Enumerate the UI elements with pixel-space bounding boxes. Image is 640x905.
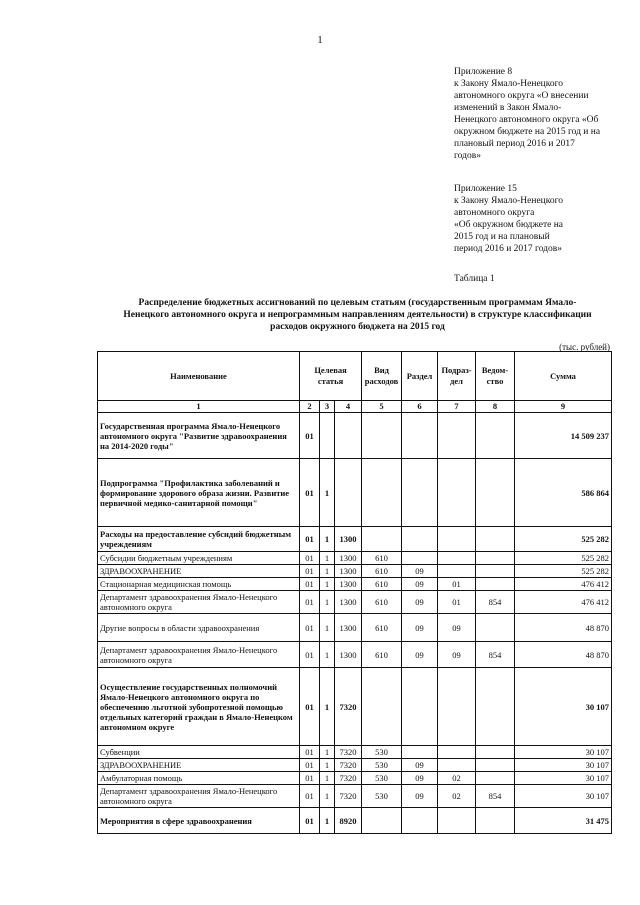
appendix-line: автономного округа «О внесении — [454, 91, 589, 101]
cell-target-program: 01 — [300, 591, 320, 614]
cell-expense-type: 610 — [362, 578, 402, 591]
appendix-15-note — [454, 183, 624, 255]
cell-target-subprogram: 1 — [320, 668, 335, 746]
cell-subsection — [438, 668, 476, 746]
cell-expense-type: 530 — [362, 785, 402, 808]
header-department: Ведом-ство — [476, 352, 515, 401]
cell-expense-type: 610 — [362, 565, 402, 578]
appendix-line: плановый период 2016 и 2017 — [454, 139, 575, 149]
cell-name: Субсидии бюджетным учреждениям — [98, 552, 300, 565]
appendix-line: Приложение 8 — [454, 67, 513, 77]
cell-expense-type — [362, 668, 402, 746]
table-row — [98, 759, 612, 772]
appendix-line: Ненецкого автономного округа «Об — [454, 115, 599, 125]
cell-target-code: 1300 — [335, 578, 362, 591]
table-body — [98, 413, 612, 834]
cell-target-program: 01 — [300, 565, 320, 578]
cell-amount: 31 475 — [515, 808, 612, 834]
cell-amount: 30 107 — [515, 759, 612, 772]
cell-target-subprogram: 1 — [320, 808, 335, 834]
cell-subsection — [438, 459, 476, 527]
cell-amount: 48 870 — [515, 642, 612, 668]
cell-name: ЗДРАВООХРАНЕНИЕ — [98, 565, 300, 578]
cell-amount: 525 282 — [515, 527, 612, 552]
cell-target-subprogram: 1 — [320, 746, 335, 759]
cell-target-program: 01 — [300, 527, 320, 552]
cell-section: 09 — [402, 578, 438, 591]
cell-target-subprogram: 1 — [320, 565, 335, 578]
header-subsection: Подраз-дел — [438, 352, 476, 401]
cell-amount: 586 864 — [515, 459, 612, 527]
cell-section: 09 — [402, 772, 438, 785]
cell-target-subprogram — [320, 413, 335, 459]
cell-target-subprogram: 1 — [320, 578, 335, 591]
cell-target-code: 1300 — [335, 552, 362, 565]
cell-subsection: 01 — [438, 578, 476, 591]
cell-amount: 48 870 — [515, 614, 612, 642]
cell-department — [476, 668, 515, 746]
header-row — [98, 352, 612, 401]
cell-section — [402, 552, 438, 565]
table-row — [98, 591, 612, 614]
cell-target-code: 1300 — [335, 614, 362, 642]
header-target: Целевая статья — [300, 352, 362, 401]
table-row — [98, 459, 612, 527]
appendix-line: изменений в Закон Ямало- — [454, 103, 562, 113]
cell-amount: 30 107 — [515, 785, 612, 808]
page-number: 1 — [317, 34, 323, 46]
column-number: 1 — [98, 401, 300, 413]
cell-amount: 30 107 — [515, 668, 612, 746]
header-type: Вид расходов — [362, 352, 402, 401]
cell-department — [476, 578, 515, 591]
cell-expense-type — [362, 459, 402, 527]
column-number: 5 — [362, 401, 402, 413]
cell-expense-type — [362, 527, 402, 552]
cell-name: ЗДРАВООХРАНЕНИЕ — [98, 759, 300, 772]
cell-section — [402, 746, 438, 759]
cell-name: Департамент здравоохранения Ямало-Ненецкого автономного округа — [98, 591, 300, 614]
cell-target-program: 01 — [300, 746, 320, 759]
cell-target-subprogram: 1 — [320, 772, 335, 785]
appendix-8-note — [454, 66, 624, 162]
cell-target-subprogram: 1 — [320, 759, 335, 772]
cell-name: Амбулаторная помощь — [98, 772, 300, 785]
cell-department — [476, 565, 515, 578]
header-amount: Сумма — [515, 352, 612, 401]
table-row — [98, 527, 612, 552]
appendix-line: автономного округа — [454, 208, 535, 218]
cell-amount: 525 282 — [515, 565, 612, 578]
document-title — [95, 297, 620, 333]
cell-target-program: 01 — [300, 785, 320, 808]
cell-department — [476, 413, 515, 459]
cell-target-code — [335, 413, 362, 459]
cell-target-program: 01 — [300, 759, 320, 772]
cell-target-program: 01 — [300, 459, 320, 527]
cell-section: 09 — [402, 565, 438, 578]
cell-target-program: 01 — [300, 552, 320, 565]
cell-target-program: 01 — [300, 808, 320, 834]
appendix-line: к Закону Ямало-Ненецкого — [454, 196, 564, 206]
cell-target-program: 01 — [300, 642, 320, 668]
column-number: 6 — [402, 401, 438, 413]
cell-name: Субвенции — [98, 746, 300, 759]
table-row — [98, 785, 612, 808]
appendix-line: окружном бюджете на 2015 год и на — [454, 127, 601, 137]
cell-target-code: 7320 — [335, 759, 362, 772]
cell-target-code: 8920 — [335, 808, 362, 834]
cell-section — [402, 668, 438, 746]
column-number: 8 — [476, 401, 515, 413]
cell-target-program: 01 — [300, 578, 320, 591]
table-row — [98, 772, 612, 785]
cell-name: Другие вопросы в области здравоохранения — [98, 614, 300, 642]
table-row — [98, 413, 612, 459]
cell-section — [402, 413, 438, 459]
cell-target-subprogram: 1 — [320, 591, 335, 614]
cell-expense-type: 610 — [362, 591, 402, 614]
column-number: 4 — [335, 401, 362, 413]
cell-target-code: 7320 — [335, 668, 362, 746]
cell-name: Осуществление государственных полномочий Ямало-Ненецкого автономного округа по обеспечению льготной зубопротезной помощью отдельных категорий граждан в Ямало-Ненецком автономном округе — [98, 668, 300, 746]
cell-target-subprogram: 1 — [320, 614, 335, 642]
cell-expense-type — [362, 808, 402, 834]
cell-amount: 476 412 — [515, 578, 612, 591]
cell-name: Расходы на предоставление субсидий бюджетным учреждениям — [98, 527, 300, 552]
appendix-line: 2015 год и на плановый — [454, 232, 550, 242]
table-row — [98, 668, 612, 746]
table-row — [98, 552, 612, 565]
cell-subsection — [438, 527, 476, 552]
appendix-line: период 2016 и 2017 годов» — [454, 244, 562, 254]
appendix-line: «Об окружном бюджете на — [454, 220, 564, 230]
cell-subsection: 09 — [438, 614, 476, 642]
cell-department — [476, 808, 515, 834]
units-label: (тыс. рублей) — [559, 342, 610, 352]
cell-subsection — [438, 808, 476, 834]
cell-section: 09 — [402, 759, 438, 772]
cell-target-program: 01 — [300, 413, 320, 459]
cell-expense-type: 530 — [362, 772, 402, 785]
cell-target-program: 01 — [300, 772, 320, 785]
cell-target-code: 1300 — [335, 591, 362, 614]
cell-section: 09 — [402, 785, 438, 808]
cell-subsection — [438, 413, 476, 459]
cell-target-code: 7320 — [335, 785, 362, 808]
cell-subsection — [438, 759, 476, 772]
table-label: Таблица 1 — [454, 274, 495, 284]
cell-expense-type: 610 — [362, 552, 402, 565]
column-number: 3 — [320, 401, 335, 413]
cell-department: 854 — [476, 591, 515, 614]
cell-subsection — [438, 746, 476, 759]
header-name: Наименование — [98, 352, 300, 401]
cell-target-subprogram: 1 — [320, 785, 335, 808]
cell-expense-type: 530 — [362, 746, 402, 759]
column-number: 9 — [515, 401, 612, 413]
cell-department — [476, 759, 515, 772]
cell-amount: 30 107 — [515, 746, 612, 759]
header-section: Раздел — [402, 352, 438, 401]
cell-department — [476, 459, 515, 527]
cell-amount: 476 412 — [515, 591, 612, 614]
cell-target-program: 01 — [300, 668, 320, 746]
cell-amount: 14 509 237 — [515, 413, 612, 459]
column-number: 7 — [438, 401, 476, 413]
table-row — [98, 565, 612, 578]
cell-target-code: 1300 — [335, 527, 362, 552]
table-row — [98, 578, 612, 591]
cell-expense-type: 530 — [362, 759, 402, 772]
cell-section: 09 — [402, 591, 438, 614]
cell-department: 854 — [476, 785, 515, 808]
cell-target-code — [335, 459, 362, 527]
cell-department — [476, 772, 515, 785]
cell-department — [476, 527, 515, 552]
cell-expense-type: 610 — [362, 614, 402, 642]
cell-subsection — [438, 565, 476, 578]
cell-target-subprogram: 1 — [320, 642, 335, 668]
cell-subsection: 01 — [438, 591, 476, 614]
budget-table — [97, 351, 612, 834]
table-row — [98, 642, 612, 668]
cell-name: Департамент здравоохранения Ямало-Ненецкого автономного округа — [98, 785, 300, 808]
cell-department — [476, 746, 515, 759]
cell-section: 09 — [402, 614, 438, 642]
cell-department — [476, 614, 515, 642]
cell-section — [402, 808, 438, 834]
table-row — [98, 808, 612, 834]
cell-name: Подпрограмма "Профилактика заболеваний и формирование здорового образа жизни. Развитие первичной медико-санитарной помощи" — [98, 459, 300, 527]
table-row — [98, 614, 612, 642]
cell-subsection: 02 — [438, 785, 476, 808]
cell-target-subprogram: 1 — [320, 459, 335, 527]
appendix-line: годов» — [454, 151, 481, 161]
title-line: Ненецкого автономного округа и непрограммным направлениям деятельности) в структуре классификации — [123, 310, 592, 320]
table-row — [98, 746, 612, 759]
column-number-row — [98, 401, 612, 413]
cell-name: Департамент здравоохранения Ямало-Ненецкого автономного округа — [98, 642, 300, 668]
cell-subsection: 09 — [438, 642, 476, 668]
cell-section — [402, 527, 438, 552]
cell-expense-type: 610 — [362, 642, 402, 668]
cell-subsection — [438, 552, 476, 565]
cell-section — [402, 459, 438, 527]
cell-name: Государственная программа Ямало-Ненецкого автономного округа "Развитие здравоохранения на 2014-2020 годы" — [98, 413, 300, 459]
column-number: 2 — [300, 401, 320, 413]
cell-target-program: 01 — [300, 614, 320, 642]
cell-target-subprogram: 1 — [320, 527, 335, 552]
appendix-line: к Закону Ямало-Ненецкого — [454, 79, 564, 89]
title-line: расходов окружного бюджета на 2015 год — [270, 322, 445, 332]
cell-target-code: 1300 — [335, 642, 362, 668]
cell-amount: 525 282 — [515, 552, 612, 565]
cell-section: 09 — [402, 642, 438, 668]
cell-amount: 30 107 — [515, 772, 612, 785]
cell-subsection: 02 — [438, 772, 476, 785]
cell-department — [476, 552, 515, 565]
cell-target-code: 1300 — [335, 565, 362, 578]
cell-department: 854 — [476, 642, 515, 668]
cell-target-subprogram: 1 — [320, 552, 335, 565]
cell-expense-type — [362, 413, 402, 459]
cell-target-code: 7320 — [335, 746, 362, 759]
cell-name: Стационарная медицинская помощь — [98, 578, 300, 591]
cell-target-code: 7320 — [335, 772, 362, 785]
title-line: Распределение бюджетных ассигнований по целевым статьям (государственным программам Ямало- — [138, 298, 577, 308]
cell-name: Мероприятия в сфере здравоохранения — [98, 808, 300, 834]
appendix-line: Приложение 15 — [454, 184, 517, 194]
